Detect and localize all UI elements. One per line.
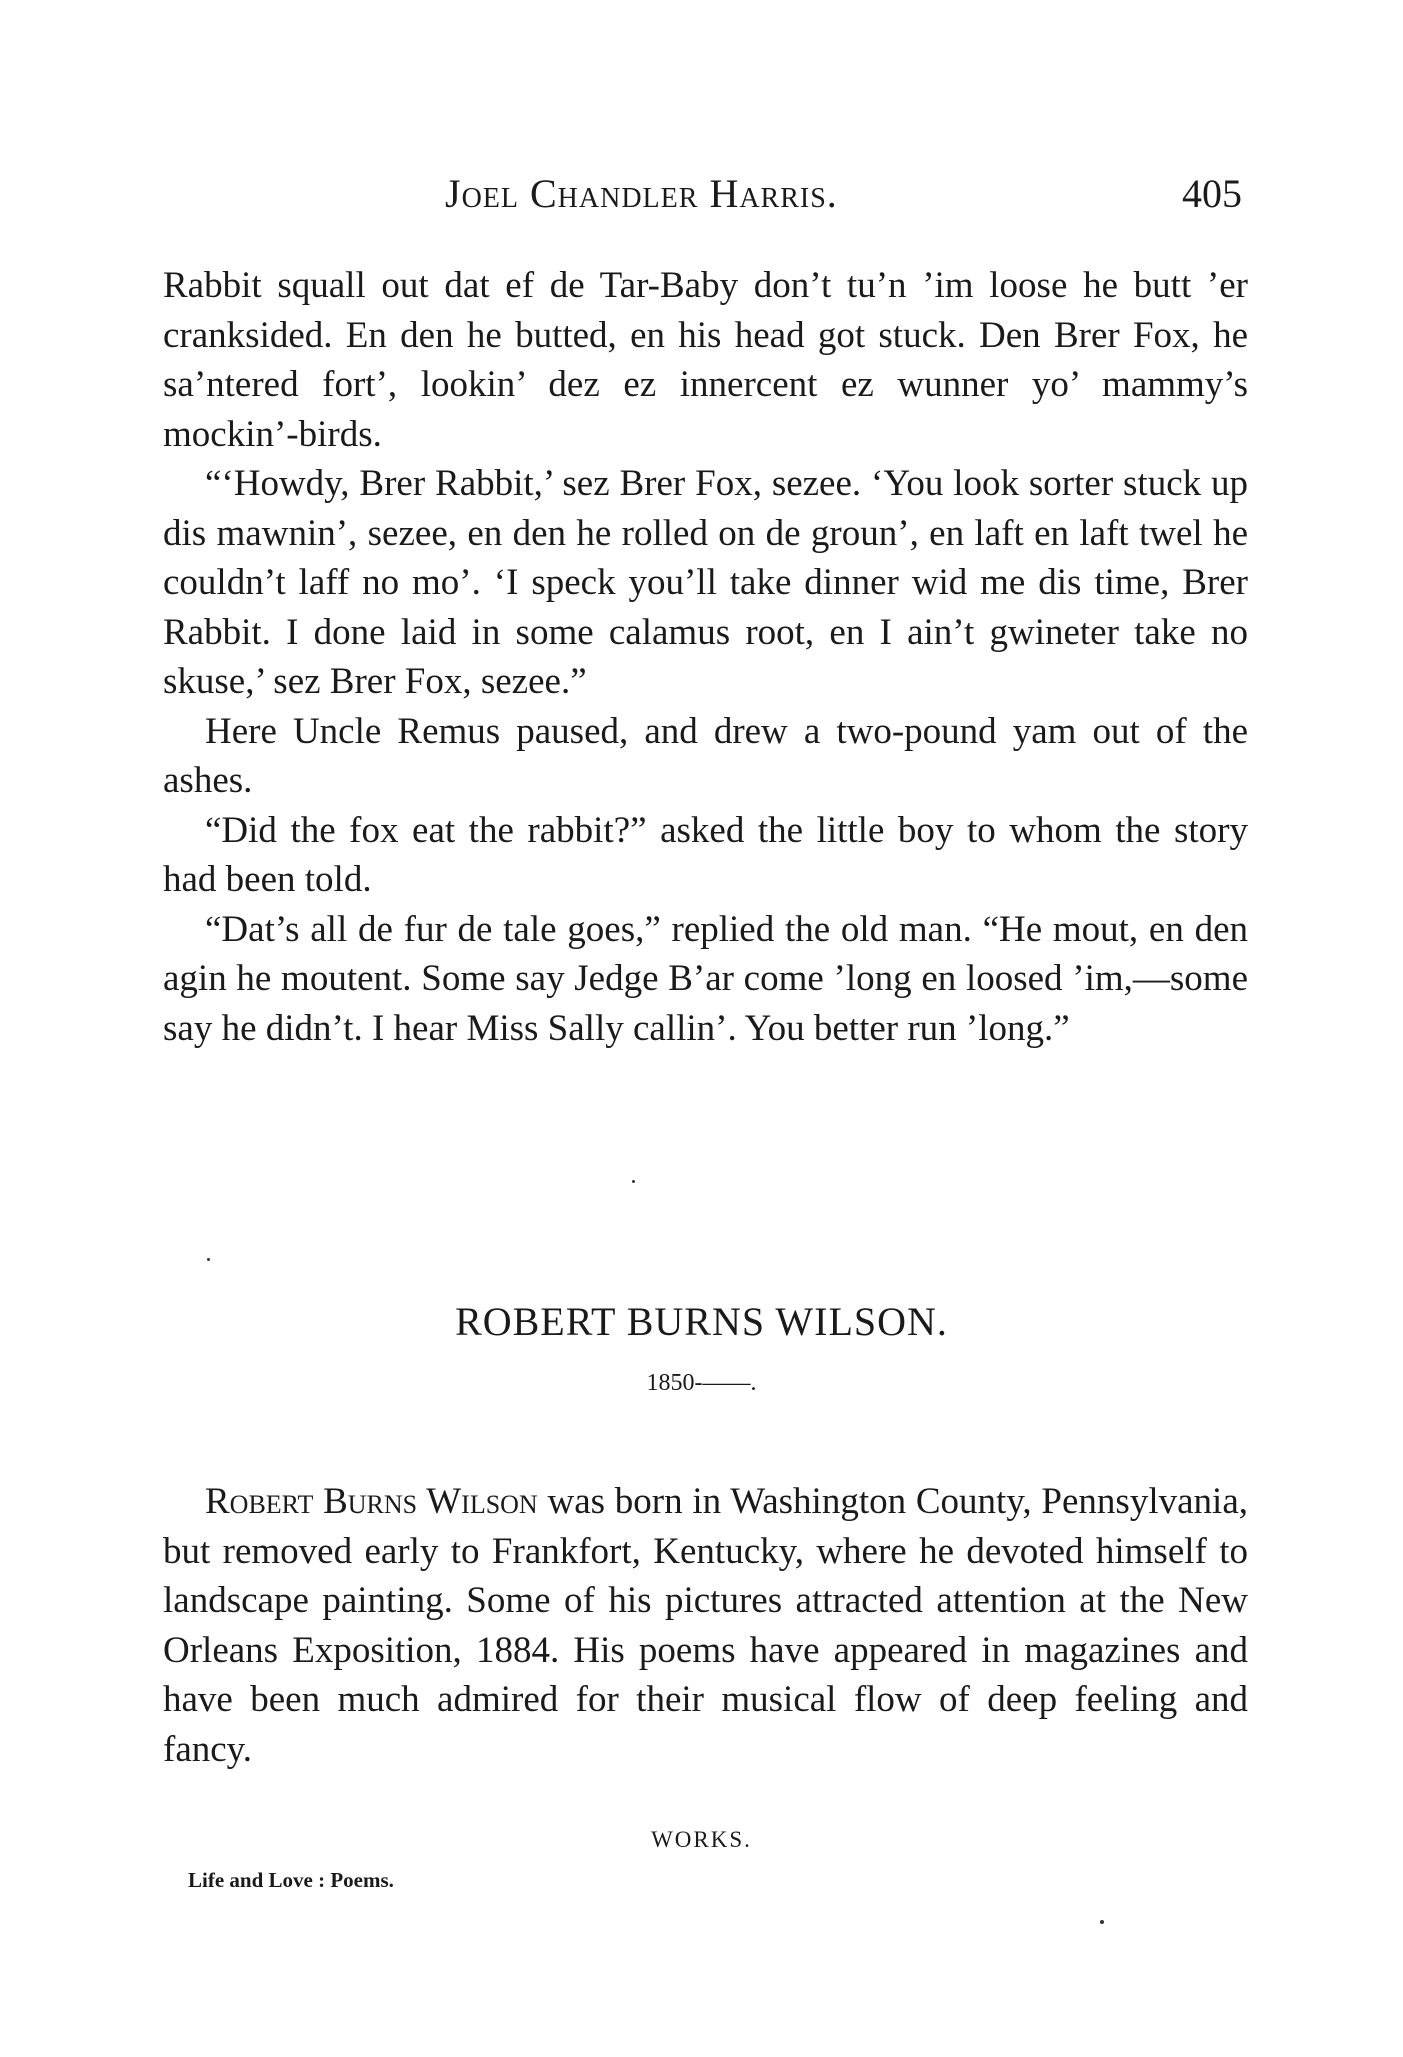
print-speck [1100, 1920, 1104, 1924]
story-paragraph: “‘Howdy, Brer Rabbit,’ sez Brer Fox, sezee. ‘You look sorter stuck up dis mawnin’, sezee, en den he rolled on de groun’, en laft en laft twel he couldn’t laff no mo’. ‘I speck you’ll take dinner wid me dis time, Brer Rabbit. I done laid in some calamus root, en I ain’t gwineter take no skuse,’ sez Brer Fox, sezee.” [163, 463, 1248, 702]
story-paragraph: “Dat’s all de fur de tale goes,” replied the old man. “He mout, en den agin he moutent. Some say Jedge B’ar come ’long en loosed ’im,—some say he didn’t. I hear Miss Sally callin’. You better run ’long.” [163, 908, 1248, 1049]
section-title: ROBERT BURNS WILSON. [455, 1299, 948, 1344]
works-heading: WORKS. [651, 1827, 752, 1852]
author-name: Robert Burns Wilson [205, 1481, 538, 1522]
story-text [163, 261, 1248, 1053]
running-head [0, 170, 1403, 230]
story-paragraph: “Did the fox eat the rabbit?” asked the little boy to whom the story had been told. [163, 809, 1248, 900]
page-number: 405 [1182, 171, 1242, 216]
author-dates: 1850-——. [646, 1370, 757, 1396]
running-title: Joel Chandler Harris. [445, 171, 838, 216]
author-biography [163, 1477, 1248, 1774]
print-speck [632, 1180, 635, 1183]
work-item: Life and Love : Poems. [188, 1868, 394, 1892]
story-paragraph: Here Uncle Remus paused, and drew a two-pound yam out of the ashes. [163, 710, 1248, 801]
biography-text: was born in Washington County, Pennsylvania, but removed early to Frankfort, Kentucky, where he devoted himself to landscape painting. Some of his pictures attracted attention at the New Orleans Exposition, 1884. His poems have appeared in magazines and have been much admired for their musical flow of deep feeling and fancy. [163, 1481, 1248, 1770]
story-paragraph: Rabbit squall out dat ef de Tar-Baby don’t tu’n ’im loose he butt ’er cranksided. En den he butted, en his head got stuck. Den Brer Fox, he sa’ntered fort’, lookin’ dez ez innercent ez wunner yo’ mammy’s mockin’-birds. [163, 265, 1248, 455]
print-speck [207, 1258, 210, 1261]
